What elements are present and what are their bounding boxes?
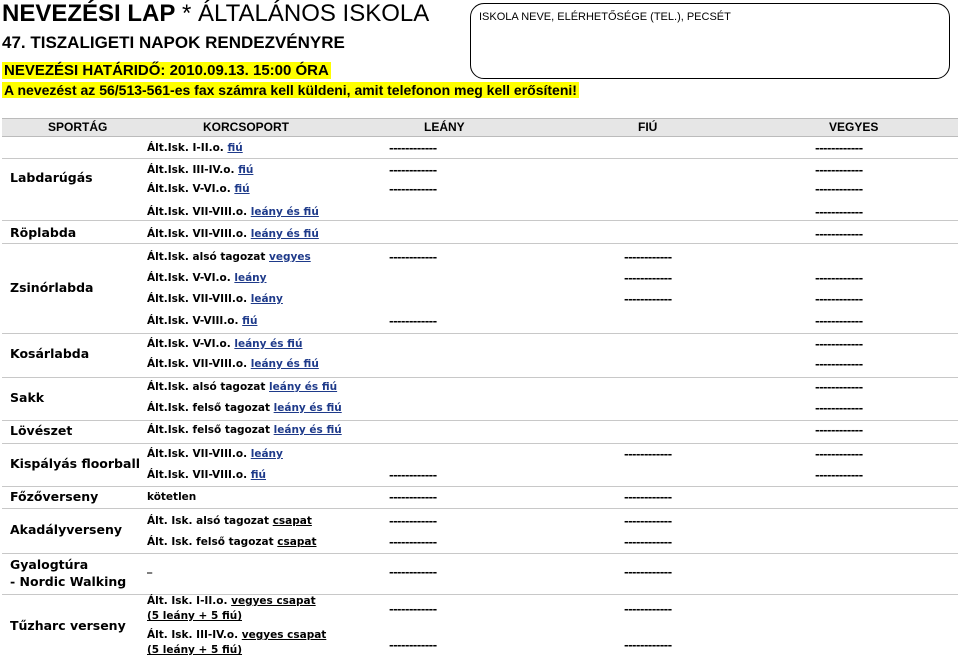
excluded-cell: ------------ <box>624 515 672 528</box>
table-header <box>2 118 958 137</box>
excluded-cell: ------------ <box>389 164 437 177</box>
excluded-cell: ------------ <box>389 251 437 264</box>
excluded-cell: ------------ <box>624 272 672 285</box>
excluded-cell: ------------ <box>389 603 437 616</box>
category-cell: Ált. Isk. III-IV.o. vegyes csapat <box>147 629 327 641</box>
event-subtitle: 47. TISZALIGETI NAPOK RENDEZVÉNYRE <box>2 33 345 52</box>
excluded-cell: ------------ <box>624 603 672 616</box>
sport-name: Labdarúgás <box>10 170 93 185</box>
excluded-cell: ------------ <box>815 448 863 461</box>
category-cell: Ált.Isk. V-VI.o. leány <box>147 272 267 284</box>
sport-name: Akadályverseny <box>10 522 122 537</box>
excluded-cell: ------------ <box>815 402 863 415</box>
col-sport: SPORTÁG <box>48 120 108 134</box>
row-divider <box>2 508 958 509</box>
category-cell: Ált. Isk. I-II.o. vegyes csapat <box>147 595 316 607</box>
category-cell: Ált.Isk. alsó tagozat leány és fiú <box>147 381 338 393</box>
sport-name: Sakk <box>10 390 45 405</box>
category-cell: Ált.Isk. VII-VIII.o. fiú <box>147 469 267 481</box>
category-cell: Ált.Isk. VII-VIII.o. leány <box>147 448 283 460</box>
row-divider <box>2 158 958 159</box>
category-cell: Ált.Isk. VII-VIII.o. leány és fiú <box>147 206 319 218</box>
excluded-cell: ------------ <box>815 338 863 351</box>
sport-name: Főzőverseny <box>10 489 99 504</box>
col-mixed: VEGYES <box>829 120 879 134</box>
sport-name: Tűzharc verseny <box>10 618 126 633</box>
excluded-cell: ------------ <box>624 448 672 461</box>
category-cell: Ált.Isk. V-VI.o. leány és fiú <box>147 338 303 350</box>
row-divider <box>2 377 958 378</box>
row-divider <box>2 333 958 334</box>
category-cell: (5 leány + 5 fiú) <box>147 610 243 622</box>
col-girls: LEÁNY <box>424 120 465 134</box>
sport-name: - Nordic Walking <box>10 574 127 589</box>
excluded-cell: ------------ <box>389 183 437 196</box>
row-divider <box>2 486 958 487</box>
category-cell: Ált.Isk. III-IV.o. fiú <box>147 164 254 176</box>
excluded-cell: ------------ <box>815 164 863 177</box>
excluded-cell: ------------ <box>624 251 672 264</box>
excluded-cell: ------------ <box>815 206 863 219</box>
sport-name: Kosárlabda <box>10 346 90 361</box>
row-divider <box>2 594 958 595</box>
excluded-cell: ------------ <box>389 142 437 155</box>
row-divider <box>2 420 958 421</box>
category-cell: Ált.Isk. VII-VIII.o. leány és fiú <box>147 358 319 370</box>
excluded-cell: ------------ <box>815 381 863 394</box>
excluded-cell: ------------ <box>389 469 437 482</box>
row-divider <box>2 243 958 244</box>
category-cell: Ált.Isk. V-VIII.o. fiú <box>147 315 258 327</box>
row-divider <box>2 553 958 554</box>
excluded-cell: ------------ <box>389 566 437 579</box>
sport-name: Lövészet <box>10 423 73 438</box>
excluded-cell: ------------ <box>389 515 437 528</box>
row-divider <box>2 220 958 221</box>
category-cell: Ált.Isk. VII-VIII.o. leány és fiú <box>147 228 319 240</box>
excluded-cell: ------------ <box>815 228 863 241</box>
excluded-cell: ------------ <box>815 293 863 306</box>
excluded-cell: ------------ <box>624 293 672 306</box>
excluded-cell: ------------ <box>624 536 672 549</box>
category-cell: (5 leány + 5 fiú) <box>147 644 243 656</box>
form-title: NEVEZÉSI LAP * ÁLTALÁNOS ISKOLA <box>2 0 430 27</box>
category-cell: Ált.Isk. alsó tagozat vegyes <box>147 251 311 263</box>
deadline-notice: NEVEZÉSI HATÁRIDŐ: 2010.09.13. 15:00 ÓRA <box>4 62 329 79</box>
category-cell: Ált. Isk. alsó tagozat csapat <box>147 515 312 527</box>
sport-name: Gyalogtúra <box>10 557 89 572</box>
excluded-cell: ------------ <box>815 183 863 196</box>
excluded-cell: ------------ <box>815 272 863 285</box>
sport-name: Kispályás floorball <box>10 456 141 471</box>
col-category: KORCSOPORT <box>203 120 290 134</box>
excluded-cell: ------------ <box>389 536 437 549</box>
category-cell: Ált.Isk. felső tagozat leány és fiú <box>147 424 342 436</box>
excluded-cell: ------------ <box>815 469 863 482</box>
excluded-cell: ------------ <box>624 639 672 652</box>
excluded-cell: ------------ <box>815 315 863 328</box>
category-cell: Ált. Isk. felső tagozat csapat <box>147 536 317 548</box>
col-boys: FIÚ <box>638 120 658 134</box>
sport-name: Zsinórlabda <box>10 280 94 295</box>
category-cell: Ált.Isk. VII-VIII.o. leány <box>147 293 283 305</box>
school-stamp-label: ISKOLA NEVE, ELÉRHETŐSÉGE (TEL.), PECSÉT <box>479 11 731 23</box>
category-cell: Ált.Isk. I-II.o. fiú <box>147 142 243 154</box>
excluded-cell: ------------ <box>389 639 437 652</box>
excluded-cell: ------------ <box>624 491 672 504</box>
excluded-cell: ------------ <box>815 358 863 371</box>
excluded-cell: ------------ <box>389 315 437 328</box>
excluded-cell: ------------ <box>815 424 863 437</box>
category-cell: _ <box>147 562 153 574</box>
category-cell: kötetlen <box>147 491 197 503</box>
excluded-cell: ------------ <box>624 566 672 579</box>
fax-notice: A nevezést az 56/513-561-es fax számra kell küldeni, amit telefonon meg kell erősíteni! <box>4 82 577 98</box>
excluded-cell: ------------ <box>815 142 863 155</box>
category-cell: Ált.Isk. V-VI.o. fiú <box>147 183 250 195</box>
excluded-cell: ------------ <box>389 491 437 504</box>
row-divider <box>2 443 958 444</box>
category-cell: Ált.Isk. felső tagozat leány és fiú <box>147 402 342 414</box>
sport-name: Röplabda <box>10 225 77 240</box>
